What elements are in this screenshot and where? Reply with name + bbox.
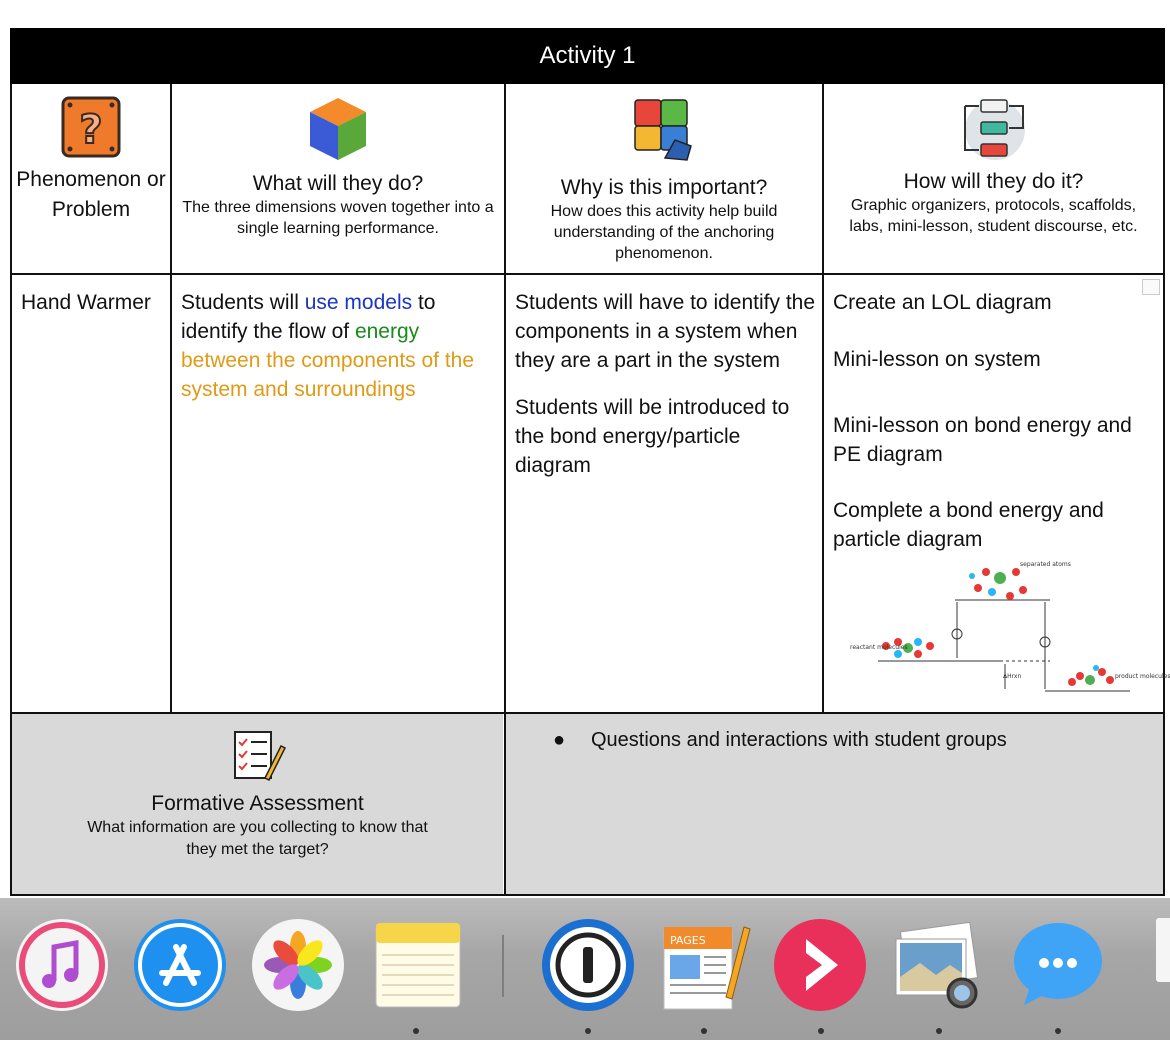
how-item-4: Complete a bond energy and particle diagram — [833, 499, 1104, 551]
running-indicator-skitch — [818, 1028, 824, 1034]
header-why-sub: How does this activity help build understanding of the anchoring phenomenon. — [550, 203, 778, 262]
row-divider-1 — [10, 273, 1165, 275]
header-how — [824, 96, 1163, 237]
header-what-sub: The three dimensions woven together into a single learning performance. — [182, 199, 494, 237]
how-item-1: Create an LOL diagram — [833, 291, 1052, 314]
cell-menu-button[interactable] — [1142, 279, 1160, 295]
what-text-models: use models — [304, 291, 413, 314]
header-phenomenon — [12, 96, 170, 225]
preview-icon[interactable] — [890, 917, 986, 1013]
what-cell — [181, 288, 499, 404]
messages-icon[interactable] — [1010, 917, 1106, 1013]
assessment-sub: What information are you collecting to know that they met the target? — [87, 819, 428, 858]
1password-icon[interactable] — [540, 917, 636, 1013]
diagram-label-separated: separated atoms — [1020, 561, 1071, 568]
row-divider-2 — [10, 712, 1165, 714]
header-how-sub: Graphic organizers, protocols, scaffolds, labs, mini-lesson, student discourse, etc. — [849, 197, 1138, 235]
why-para-1: Students will have to identify the components in a system when they are a part in the system — [515, 291, 816, 372]
running-indicator-notes — [413, 1028, 419, 1034]
question-block-icon — [61, 96, 121, 158]
assessment-bullet-item — [553, 728, 1153, 752]
diagram-label-product: product molecules — [1115, 673, 1170, 680]
skitch-icon[interactable] — [772, 917, 868, 1013]
assessment-title: Formative Assessment — [151, 792, 364, 815]
why-para-2: Students will be introduced to the bond energy/particle diagram — [515, 396, 790, 477]
what-text-system: between the components of the system and surroundings — [181, 349, 475, 401]
what-text-energy: energy — [354, 320, 420, 343]
assessment-cell — [12, 728, 503, 861]
photos-icon[interactable] — [250, 917, 346, 1013]
flowchart-icon — [959, 96, 1029, 162]
app-store-icon[interactable] — [132, 917, 228, 1013]
running-indicator-1password — [585, 1028, 591, 1034]
notes-icon[interactable] — [368, 917, 464, 1013]
cube-icon — [308, 96, 368, 162]
header-how-title: How will they do it? — [903, 170, 1084, 193]
dock-separator — [502, 935, 504, 997]
puzzle-icon — [631, 96, 697, 164]
diagram-label-delta: ΔHrxn — [1003, 673, 1022, 680]
running-indicator-preview — [936, 1028, 942, 1034]
header-what-title: What will they do? — [252, 172, 424, 195]
music-app-icon[interactable] — [14, 917, 110, 1013]
bond-energy-diagram — [840, 558, 1170, 698]
dock-edge-item — [1156, 918, 1170, 982]
why-cell — [515, 288, 815, 498]
what-text-2: to identify the flow of — [181, 291, 436, 343]
svg-text:PAGES: PAGES — [670, 934, 706, 947]
checklist-icon — [229, 728, 287, 784]
diagram-label-reactant: reactant molecules — [850, 644, 908, 651]
how-item-3: Mini-lesson on bond energy and PE diagram — [833, 414, 1132, 466]
header-why-title: Why is this important? — [560, 176, 768, 199]
bullet-dot: ● — [553, 729, 566, 751]
header-phenomenon-title: Phenomenon or Problem — [16, 168, 166, 221]
how-cell — [833, 288, 1145, 572]
svg-text:?: ? — [79, 107, 103, 153]
running-indicator-messages — [1055, 1028, 1061, 1034]
table-border-right — [1163, 84, 1165, 896]
how-item-2: Mini-lesson on system — [833, 348, 1041, 371]
what-text-1: Students will — [181, 291, 305, 314]
pages-icon[interactable] — [656, 917, 752, 1013]
header-what — [172, 96, 504, 239]
header-why — [506, 96, 822, 264]
phenomenon-cell: Hand Warmer — [21, 291, 151, 314]
table-border-bottom — [10, 894, 1165, 896]
running-indicator-pages — [701, 1028, 707, 1034]
assessment-bullet-text: Questions and interactions with student groups — [591, 729, 1007, 751]
activity-title: Activity 1 — [10, 28, 1165, 84]
